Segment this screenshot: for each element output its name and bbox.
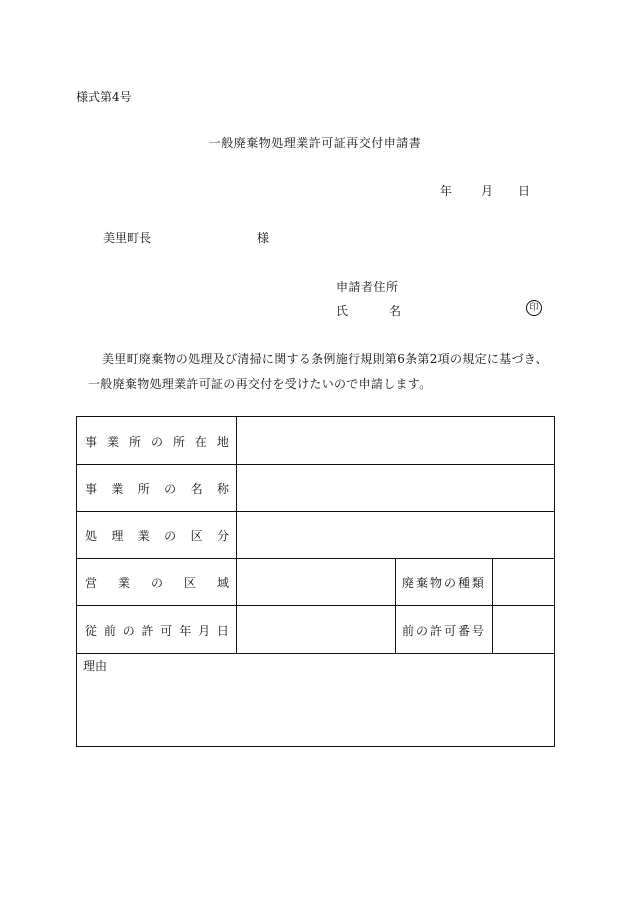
- date-day-label: 日: [518, 184, 531, 198]
- application-statement: 美里町廃棄物の処理及び清掃に関する条例施行規則第6条第2項の規定に基づき、一般廃棄物処理業許可証の再交付を受けたいので申請します。: [88, 352, 548, 391]
- row-divider: [77, 605, 554, 606]
- application-table: [76, 416, 555, 747]
- date-year-label: 年: [440, 184, 453, 198]
- document-title: 一般廃棄物処理業許可証再交付申請書: [208, 136, 422, 150]
- row-divider: [77, 653, 554, 654]
- label-office-location: 事 業 所 の 所 在 地: [85, 435, 229, 449]
- applicant-address-label: 申請者住所: [336, 280, 399, 294]
- row-divider: [77, 464, 554, 465]
- label-reason: 理由: [83, 659, 108, 673]
- label-office-name: 事 業 所 の 名 称: [85, 482, 229, 496]
- date-month-label: 月: [481, 184, 494, 198]
- honorific: 様: [257, 231, 270, 245]
- label-business-category: 処 理 業 の 区 分: [85, 529, 229, 543]
- seal-mark: 印: [526, 300, 542, 316]
- label-previous-permit-number: 前 の 許 可 番 号: [402, 624, 484, 638]
- label-previous-permit-date: 従 前 の 許 可 年 月 日: [85, 624, 229, 638]
- column-divider: [395, 558, 396, 653]
- column-divider: [236, 417, 237, 653]
- label-business-area: 営 業 の 区 域: [85, 576, 229, 590]
- applicant-name-label-2: 名: [389, 304, 402, 318]
- form-number: 様式第4号: [76, 90, 132, 104]
- addressee: 美里町長: [103, 231, 152, 245]
- applicant-name-label-1: 氏: [336, 304, 349, 318]
- row-divider: [77, 511, 554, 512]
- row-divider: [77, 558, 554, 559]
- column-divider: [492, 558, 493, 653]
- label-waste-type: 廃 棄 物 の 種 類: [402, 576, 484, 590]
